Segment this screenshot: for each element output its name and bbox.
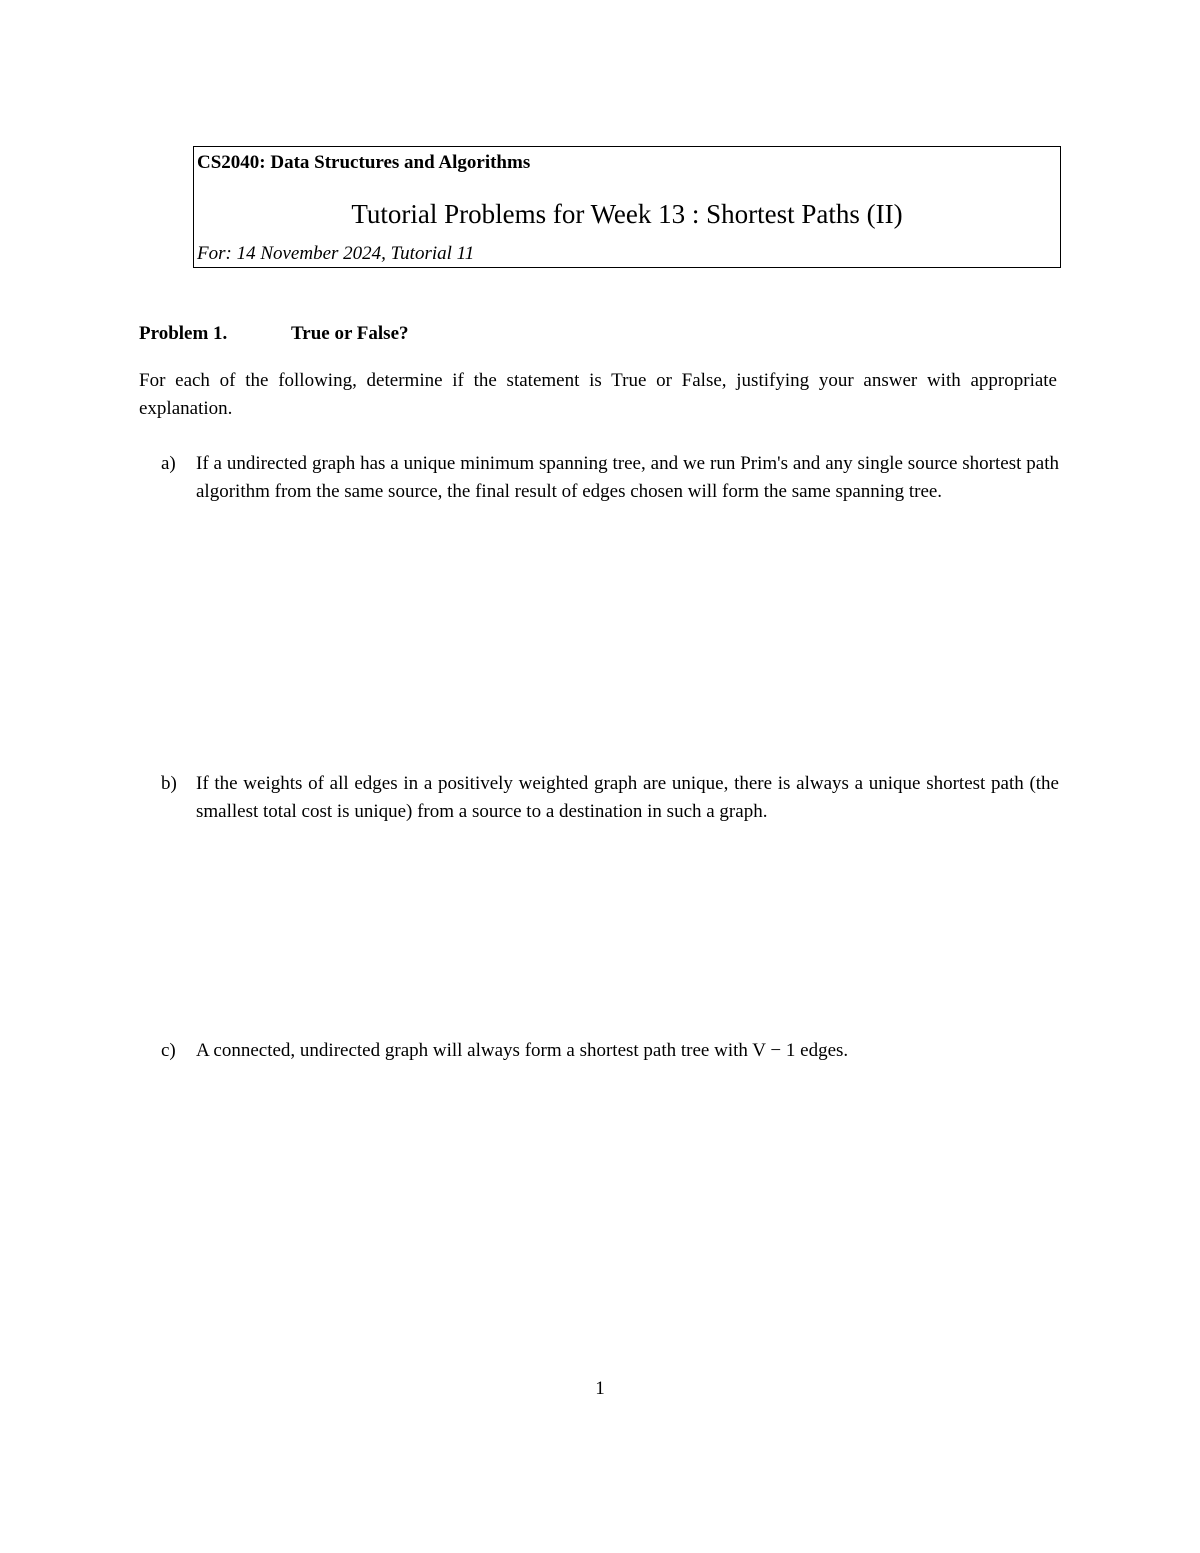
course-title: CS2040: Data Structures and Algorithms	[197, 152, 531, 173]
header-box	[193, 146, 1061, 268]
item-text: If the weights of all edges in a positively weighted graph are unique, there is always a unique shortest path (the smallest total cost is unique) from a source to a destination in such a graph.	[196, 773, 1059, 822]
tutorial-title: Tutorial Problems for Week 13 : Shortest Paths (II)	[351, 199, 903, 229]
item-text: If a undirected graph has a unique minimum spanning tree, and we run Prim's and any single source shortest path algorithm from the same source, the final result of edges chosen will form the same spanning tree.	[196, 453, 1059, 502]
list-item-a	[161, 450, 1059, 506]
item-label: a)	[161, 453, 176, 474]
problem-heading	[139, 323, 409, 345]
problem-intro: For each of the following, determine if the statement is True or False, justifying your answer with appropriate explanation.	[139, 370, 1057, 419]
problem-title: True or False?	[291, 323, 409, 344]
list-item-b	[161, 770, 1059, 826]
item-text: A connected, undirected graph will always form a shortest path tree with V − 1 edges.	[196, 1040, 849, 1061]
date-line: For: 14 November 2024, Tutorial 11	[197, 243, 475, 264]
item-label: c)	[161, 1040, 176, 1061]
page-number: 1	[595, 1378, 605, 1399]
problem-number: Problem 1.	[139, 323, 228, 344]
item-label: b)	[161, 773, 177, 794]
list-item-c	[161, 1037, 1059, 1065]
